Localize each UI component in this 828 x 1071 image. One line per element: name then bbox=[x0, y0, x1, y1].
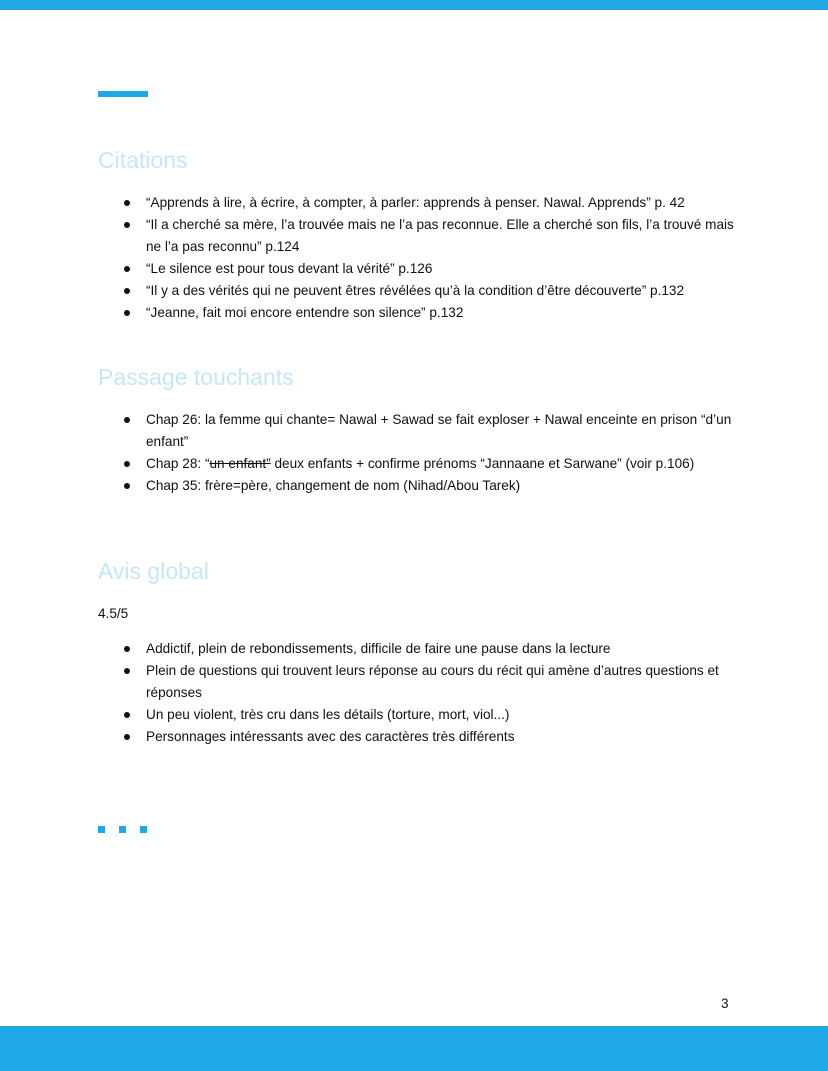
rating-value: 4.5/5 bbox=[98, 606, 129, 621]
dot-icon bbox=[140, 826, 147, 833]
passages-list bbox=[146, 409, 746, 497]
list-item: Addictif, plein de rebondissements, difficile de faire une pause dans la lecture bbox=[146, 638, 746, 660]
ellipsis-decoration bbox=[98, 826, 147, 833]
list-item: “Il y a des vérités qui ne peuvent êtres révélées qu’à la condition d’être découverte” p.132 bbox=[146, 280, 746, 302]
list-item: “Jeanne, fait moi encore entendre son silence” p.132 bbox=[146, 302, 746, 324]
top-accent-bar bbox=[0, 0, 828, 10]
list-item bbox=[146, 453, 746, 475]
list-item: Personnages intéressants avec des caractères très différents bbox=[146, 726, 746, 748]
section-title-avis: Avis global bbox=[98, 558, 209, 584]
bottom-accent-bar bbox=[0, 1026, 828, 1071]
citations-list bbox=[146, 192, 746, 324]
avis-list bbox=[146, 638, 746, 748]
section-title-citations: Citations bbox=[98, 147, 188, 173]
strikethrough-text: un enfant” bbox=[209, 456, 271, 471]
accent-dash bbox=[98, 91, 148, 97]
list-item: “Il a cherché sa mère, l’a trouvée mais ne l’a pas reconnue. Elle a cherché son fils, l’a trouvé mais ne l’a pas reconnu” p.124 bbox=[146, 214, 746, 258]
list-item: Un peu violent, très cru dans les détails (torture, mort, viol...) bbox=[146, 704, 746, 726]
section-title-passages: Passage touchants bbox=[98, 364, 294, 390]
passage-text: Chap 28: “ bbox=[146, 456, 210, 471]
page-number: 3 bbox=[721, 996, 729, 1011]
list-item: “Apprends à lire, à écrire, à compter, à parler: apprends à penser. Nawal. Apprends” p. 42 bbox=[146, 192, 746, 214]
passage-text: deux enfants + confirme prénoms “Jannaane et Sarwane” (voir p.106) bbox=[270, 456, 695, 471]
list-item: Chap 35: frère=père, changement de nom (Nihad/Abou Tarek) bbox=[146, 475, 746, 497]
dot-icon bbox=[119, 826, 126, 833]
dot-icon bbox=[98, 826, 105, 833]
list-item: Chap 26: la femme qui chante= Nawal + Sawad se fait exploser + Nawal enceinte en prison “d’un enfant” bbox=[146, 409, 746, 453]
list-item: “Le silence est pour tous devant la vérité” p.126 bbox=[146, 258, 746, 280]
list-item: Plein de questions qui trouvent leurs réponse au cours du récit qui amène d’autres questions et réponses bbox=[146, 660, 746, 704]
